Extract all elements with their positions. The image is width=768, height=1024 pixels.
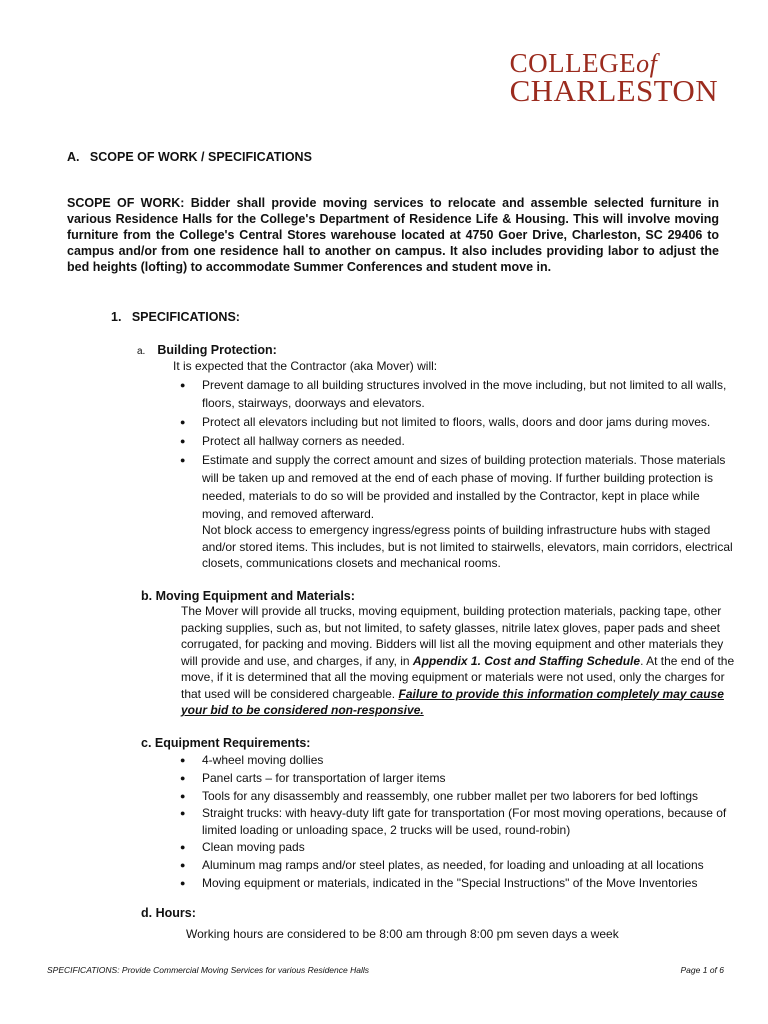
logo-of: of [636,49,658,78]
list-item: ● Prevent damage to all building structures involved in the move including, but not limited to all walls, floors, stairways, doorways and elevators. [175,376,735,412]
list-item: ● Protect all elevators including but not limited to floors, walls, doors and door jams during moves. [175,413,735,431]
moving-equipment-text-2: . At the end of the move, if it is determined that all the moving equipment or materials were not used, only the charges for that used will be considered chargeable. [181,653,735,701]
hours-heading: d. Hours: [141,906,196,920]
page-number: Page 1 of 6 [680,965,724,975]
section-a-heading: A. SCOPE OF WORK / SPECIFICATIONS [67,150,312,164]
building-protection-intro: It is expected that the Contractor (aka Mover) will: [173,359,438,373]
list-item: ● Tools for any disassembly and reassembly, one rubber mallet per two laborers for bed loftings [175,788,735,804]
college-logo [510,50,718,106]
moving-equipment-text-1: The Mover will provide all trucks, moving equipment, building protection materials, packing tape, other packing supplies, such as, but not limited, to safety glasses, nitrile latex gloves, paper pads and sheet corrugated, for packing and moving. Bidders will list all the moving equipment and other materials they will provide and use, and charges, if any, in [181,604,724,668]
equipment-requirements-heading: c. Equipment Requirements: [141,736,311,750]
list-item: ● 4-wheel moving dollies [175,752,735,768]
moving-equipment-heading: b. Moving Equipment and Materials: [141,589,355,603]
moving-equipment-paragraph [181,603,741,719]
list-item: ● Protect all hallway corners as needed. [175,432,735,450]
list-item: ● Panel carts – for transportation of larger items [175,770,735,786]
list-item: ● Aluminum mag ramps and/or steel plates, as needed, for loading and unloading at all locations [175,857,735,873]
building-protection-list [175,376,735,524]
building-protection-title: Building Protection: [157,343,277,357]
building-protection-heading [137,343,277,357]
appendix-reference: Appendix 1. Cost and Staffing Schedule [412,653,641,668]
list-item: ● Moving equipment or materials, indicated in the "Special Instructions" of the Move Inventories [175,875,735,891]
building-protection-extra: Not block access to emergency ingress/egress points of building infrastructure hubs with staged and/or stored items. This includes, but is not limited to stairwells, elevators, main corridors, electrical closets, communications closets and mechanical rooms. [202,523,733,570]
list-item: ● Estimate and supply the correct amount and sizes of building protection materials. Those materials will be taken up and removed at the end of each phase of moving. If further building protection is needed, materials to do so will be provided and installed by the Contractor, kept in place while moving, and removed afterward. [175,451,735,523]
logo-line1: COLLEGE [509,48,637,78]
building-protection-marker: a. [137,346,146,357]
list-item: ● Clean moving pads [175,839,735,855]
scope-of-work-paragraph: SCOPE OF WORK: Bidder shall provide moving services to relocate and assemble selected furniture in various Residence Halls for the College's Department of Residence Life & Housing. This will involve moving furniture from the College's Central Stores warehouse located at 4750 Goer Drive, Charleston, SC 29406 to campus and/or from one residence hall to another on campus. It also includes providing labor to adjust the bed heights (lofting) to accommodate Summer Conferences and student move in. [67,196,719,274]
logo-line2: CHARLESTON [509,73,718,108]
equipment-requirements-list [175,752,735,893]
specifications-heading: 1. SPECIFICATIONS: [111,310,240,324]
hours-text: Working hours are considered to be 8:00 am through 8:00 pm seven days a week [186,927,619,941]
list-item: ● Straight trucks: with heavy-duty lift gate for transportation (For most moving operations, because of limited loading or unloading space, 2 trucks will be used, round-robin) [175,805,735,838]
footer-title: SPECIFICATIONS: Provide Commercial Moving Services for various Residence Halls [47,965,369,975]
non-responsive-warning: Failure to provide this information completely may cause your bid to be considered non-responsive. [181,686,724,717]
